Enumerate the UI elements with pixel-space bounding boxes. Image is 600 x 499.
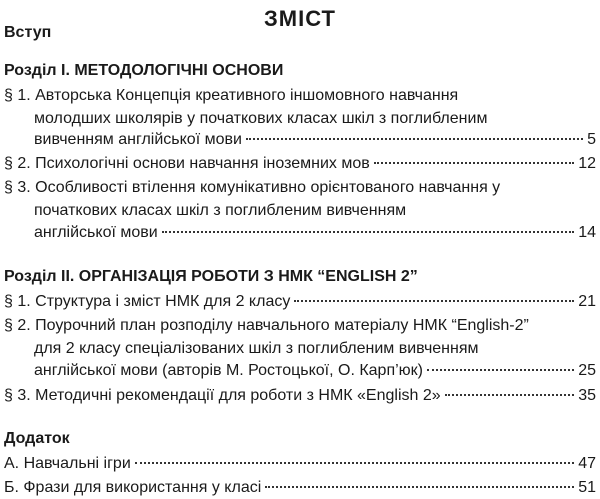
dot-leader	[294, 300, 574, 302]
intro-heading: Вступ	[4, 24, 52, 41]
page-number: 12	[578, 155, 596, 172]
dot-leader	[445, 394, 575, 396]
toc-line: § 2. Психологічні основи навчання іноземних мов	[4, 155, 370, 172]
page-number: 35	[578, 387, 596, 404]
toc-line: для 2 класу спеціалізованих шкіл з поглибленим вивченням	[34, 340, 479, 357]
toc-line: Б. Фрази для використання у класі	[4, 479, 262, 496]
page-number: 21	[578, 293, 596, 310]
page-number: 51	[578, 479, 596, 496]
dot-leader	[374, 162, 574, 164]
dot-leader	[162, 231, 575, 233]
toc-entry-row	[34, 221, 596, 244]
section-2-heading: Розділ ІІ. ОРГАНІЗАЦІЯ РОБОТИ З НМК “ENGLISH 2”	[4, 268, 418, 285]
toc-entry-row	[4, 152, 596, 175]
toc-entry-row	[34, 359, 596, 382]
toc-line: § 1. Авторська Концепція креативного іншомовного навчання	[4, 87, 459, 104]
toc-line: вивченням англійської мови	[34, 131, 242, 148]
toc-line: англійської мови (авторів М. Ростоцької, О. Карп’юк)	[34, 362, 423, 379]
toc-line: початкових класах шкіл з поглибленим вивченням	[34, 202, 407, 219]
section-1-heading: Розділ І. МЕТОДОЛОГІЧНІ ОСНОВИ	[4, 62, 284, 79]
toc-line: § 1. Структура і зміст НМК для 2 класу	[4, 293, 291, 310]
page-number: 25	[578, 362, 596, 379]
page-number: 5	[587, 131, 596, 148]
dot-leader	[265, 486, 574, 488]
toc-line: А. Навчальні ігри	[4, 455, 131, 472]
toc-line: англійської мови	[34, 224, 158, 241]
toc-title: ЗМІСТ	[264, 6, 336, 31]
toc-entry-row	[4, 476, 596, 499]
toc-line: § 3. Методичні рекомендації для роботи з НМК «English 2»	[4, 387, 441, 404]
toc-entry-row	[4, 384, 596, 407]
toc-line: молодших школярів у початкових класах шкіл з поглибленим	[34, 110, 488, 127]
page-number: 47	[578, 455, 596, 472]
toc-line: § 3. Особливості втілення комунікативно орієнтованого навчання у	[4, 179, 501, 196]
toc-entry-row	[4, 452, 596, 475]
dot-leader	[246, 138, 583, 140]
dot-leader	[135, 462, 574, 464]
appendix-heading: Додаток	[4, 430, 70, 447]
toc-line: § 2. Поурочний план розподілу навчального матеріалу НМК “English-2”	[4, 317, 529, 334]
page-number: 14	[578, 224, 596, 241]
toc-entry-row	[4, 290, 596, 313]
toc-entry-row	[34, 128, 596, 151]
dot-leader	[427, 369, 574, 371]
